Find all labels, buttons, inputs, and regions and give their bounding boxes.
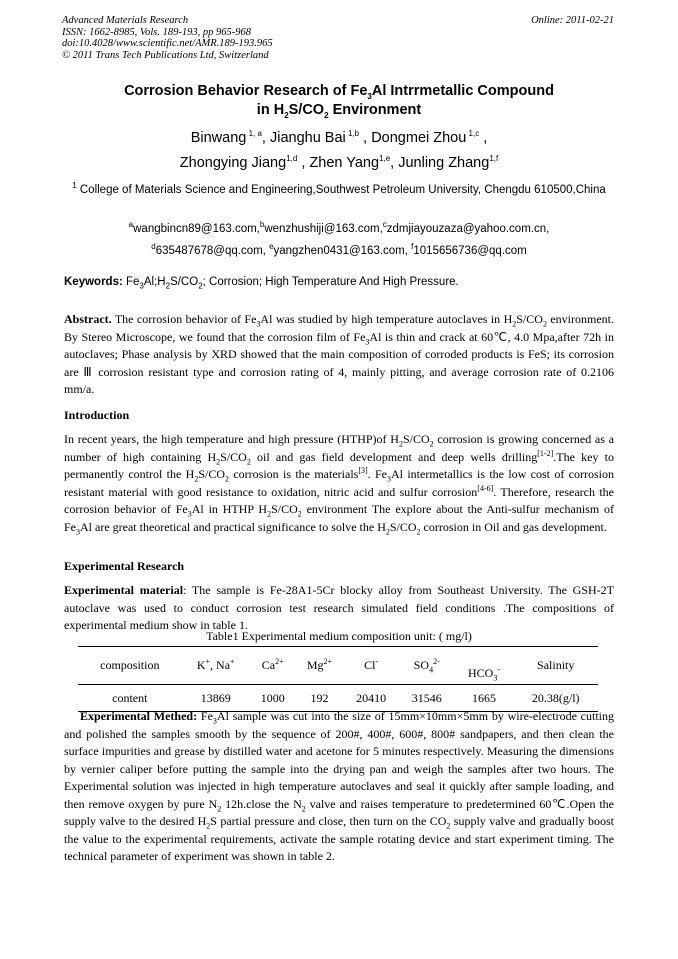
online-date: Online: 2011-02-21 bbox=[531, 15, 614, 26]
table-cell: 13869 bbox=[182, 685, 250, 712]
header-ca: $Ca^{2+}$ bbox=[250, 647, 296, 685]
table-cell: 31546 bbox=[399, 685, 455, 712]
header-so4: $SO_4^{2-}$ bbox=[399, 647, 455, 685]
email-link[interactable]: zdmjiayouzaza@yahoo.com.cn, bbox=[386, 223, 550, 235]
keywords: Keywords: $Fe_3Al;H_2S/CO_2$; Corrosion; High Temperature And High Pressure. bbox=[64, 276, 459, 291]
journal-name: Advanced Materials Research bbox=[62, 15, 189, 26]
email-link[interactable]: wenzhushiji@163.com, bbox=[264, 223, 383, 235]
introduction-heading: Introduction bbox=[64, 408, 130, 422]
doi-line: doi:10.4028/www.scientific.net/AMR.189-193.965 bbox=[62, 38, 273, 50]
table-cell: 1665 bbox=[455, 685, 514, 712]
email-link[interactable]: 635487678@qq.com, bbox=[155, 245, 270, 257]
table-cell: 20.38(g/l) bbox=[513, 685, 598, 712]
composition-table bbox=[78, 646, 598, 712]
header-cl: Cl- bbox=[343, 647, 399, 685]
table-cell: content bbox=[78, 685, 182, 712]
email-link[interactable]: wangbincn89@163.com, bbox=[133, 223, 260, 235]
table-cell: 1000 bbox=[250, 685, 296, 712]
introduction-paragraph: In recent years, the high temperature and high pressure (HTHP)of $H_2S/CO_2$ corrosion is growing concerned as a number of high containing $H_2S/CO_2$ oil and gas field development and deep wells drilling[1-2].The key to permanently control the $H_2S/CO_2$ corrosion is the materials[3]. $Fe_3Al$ intermetallics is the low cost of corrosion resistant material with good resistance to oxidation, nitric acid and sulfur corrosion[4-6]. Therefore, research the corrosion behavior of $Fe_3Al$ in HTHP $H_2S/CO_2$ environment The explore about the Anti-sulfur mechanism of $Fe_3Al$ are great theoretical and practical significance to solve the $H_2S/CO_2$ corrosion in Oil and gas development. bbox=[64, 432, 615, 536]
header-composition: composition bbox=[78, 647, 182, 685]
table-cell: 192 bbox=[296, 685, 344, 712]
abstract-paragraph: Abstract. The corrosion behavior of $Fe_3Al$ was studied by high temperature autoclaves in $H_2S/CO_2$ environment. By Stereo Microscope, we found that the corrosion film of $Fe_3Al$ is thin and crack at 60℃, 4.0 Mpa,after 72h in autoclaves; Phase analysis by XRD showed that the main composition of corroded products is FeS; its corrosion are Ⅲ corrosion resistant type and corrosion rating of 4, mainly pitting, and average corrosion rate of 0.2106 mm/a. bbox=[64, 312, 614, 396]
experimental-method-paragraph: Experimental Methed: $Fe_3Al$ sample was cut into the size of 15mm×10mm×5mm by wire-electrode cutting and polished the samples smooth by the sequence of 200#, 400#, 600#, 800# sandpapers, and then clean the surface impurities and grease by distilled water and acetone for 5 minutes respectively. Measuring the dimensions by vernier caliper before putting the sample into the drying pan and weigh the samples after two hours. The Experimental solution was injected in high temperature autoclaves and seal it quickly after sample loading, and then remove oxygen by pure $N_2$ 12h.close the $N_2$ valve and raises temperature to predetermined 60℃.Open the supply valve to the desired $H_2S$ partial pressure and close, then turn on the $CO_2$ supply valve and gradually boost the value to the experimental requirements, activate the sample rotating device and start experiment timing. The technical parameter of experiment was shown in table 2. bbox=[64, 709, 615, 863]
email-link[interactable]: 1015656736@qq.com bbox=[413, 245, 527, 257]
experimental-material-paragraph: Experimental material: The sample is Fe-28A1-5Cr blocky alloy from Southeast University. The GSH-2T autoclave was used to conduct corrosion test research simulated field conditions .The compositions of experimental medium show in table 1. bbox=[64, 583, 614, 632]
email-link[interactable]: yangzhen0431@163.com, bbox=[273, 245, 412, 257]
author-emails: $^a$wangbincn89@163.com,$^b$wenzhushiji@163.com,$^c$zdmjiayouzaza@yahoo.com.cn, $^d$635487678@qq.com, $^e$yangzhen0431@163.com, $^f$1015656736@qq.com bbox=[128, 220, 550, 257]
issn-line: ISSN: 1662-8985, Vols. 189-193, pp 965-968 bbox=[62, 26, 251, 38]
copyright-line: © 2011 Trans Tech Publications Ltd, Switzerland bbox=[62, 49, 269, 61]
paper-title: Corrosion Behavior Research of $Fe_3Al$ Intrrmetallic Compound in $H_2S/CO_2$ Environment bbox=[124, 83, 554, 120]
table1-caption: Table1 Experimental medium composition unit: ( mg/l) bbox=[206, 629, 472, 643]
experimental-heading: Experimental Research bbox=[64, 559, 185, 573]
affiliation: $^1$ College of Materials Science and Engineering,Southwest Petroleum University, Chengdu 610500,China bbox=[72, 181, 606, 196]
table-header-row bbox=[78, 647, 598, 685]
header-salinity: Salinity bbox=[513, 647, 598, 685]
journal-header bbox=[62, 15, 273, 61]
author-list: Binwang $^{1, a}$, Jianghu Bai $^{1,b}$ , Dongmei Zhou $^{1,c}$ , Zhongying Jiang$^{1,d}$ , Zhen Yang$^{1,e}$, Junling Zhang$^{1,f}$ bbox=[179, 129, 499, 171]
table-cell: 20410 bbox=[343, 685, 399, 712]
header-mg: $Mg^{2+}$ bbox=[296, 647, 344, 685]
header-k-na: K+, Na+ bbox=[182, 647, 250, 685]
header-hco3: $HCO_3^-$ bbox=[455, 647, 514, 685]
